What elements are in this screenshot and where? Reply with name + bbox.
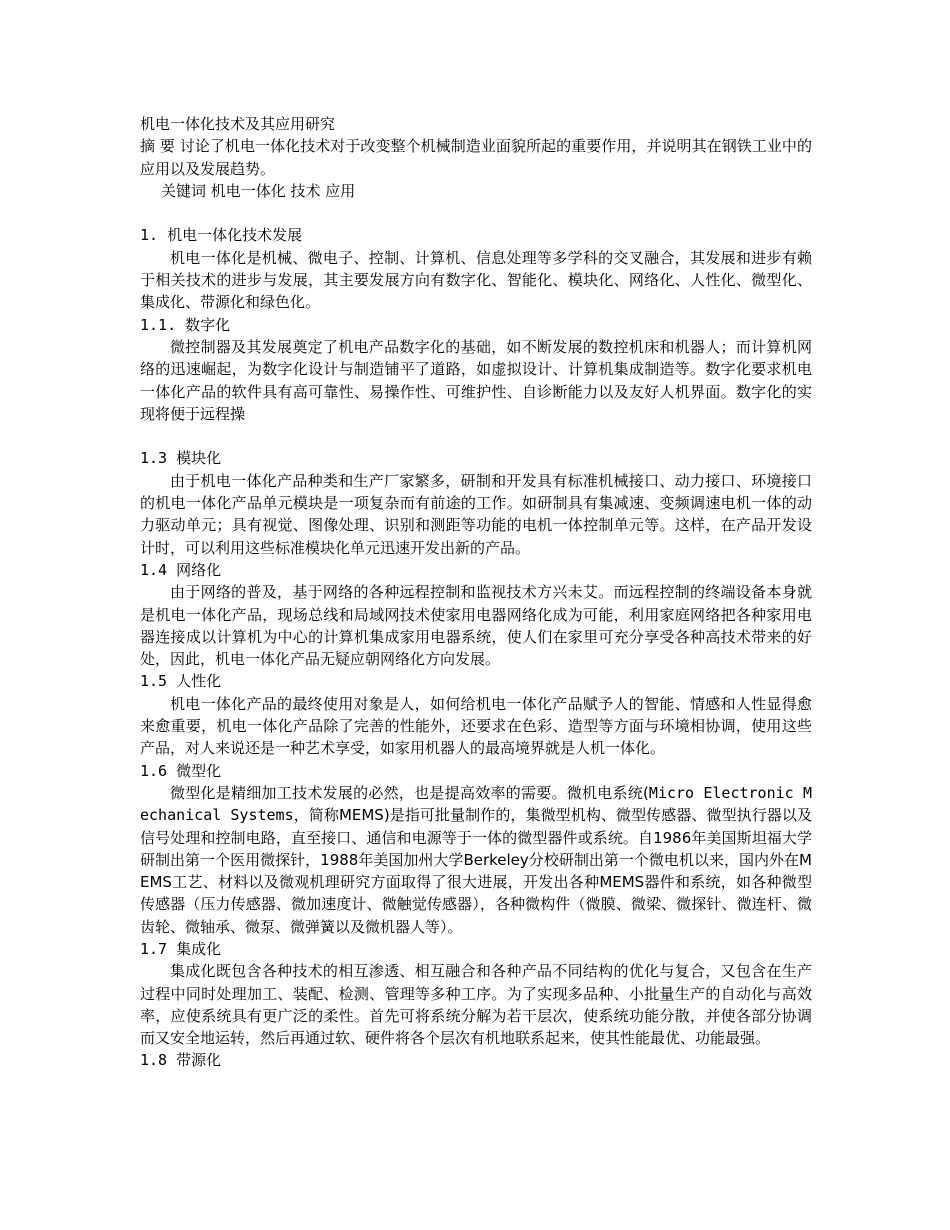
document-title: 机电一体化技术及其应用研究 — [140, 115, 336, 133]
section-heading: 1.5 人性化 — [140, 672, 222, 691]
section-paragraph: 机电一体化产品的最终使用对象是人，如何给机电一体化产品赋予人的智能、情感和人性显得愈来愈重要，机电一体化产品除了完善的性能外，还要求在色彩、造型等方面与环境相协调，使用这些产品，对人来说还是一种艺术享受，如家用机器人的最高境界就是人机一体化。 — [140, 694, 812, 758]
document-page — [140, 113, 812, 1072]
section-heading: 1.8 带源化 — [140, 1051, 222, 1070]
keywords: 关键词 机电一体化 技术 应用 — [161, 181, 356, 200]
spacer — [140, 202, 812, 224]
mems-english-term: Micro Electronic Mechanical Systems — [140, 783, 812, 825]
paragraph-text: ，简称MEMS)是指可批量制作的，集微型机构、微型传感器、微型执行器以及信号处理和控制电路，直至接口、通信和电源等于一体的微型器件或系统。自1986年美国斯坦福大学研制出第一个医用微探针，1988年美国加州大学Berkeley分校研制出第一个微电机以来，国内外在MEMS工艺、材料以及微观机理研究方面取得了很大进展，开发出各种MEMS器件和系统，如各种微型传感器（压力传感器、微加速度计、微触觉传感器），各种微构件（微膜、微梁、微探针、微连杆、微齿轮、微轴承、微泵、微弹簧以及微机器人等）。 — [140, 806, 812, 936]
section-heading: 1.6 微型化 — [140, 761, 222, 780]
section-paragraph: 由于网络的普及，基于网络的各种远程控制和监视技术方兴未艾。而远程控制的终端设备本身就是机电一体化产品，现场总线和局域网技术使家用电器网络化成为可能，利用家庭网络把各种家用电器连接成以计算机为中心的计算机集成家用电器系统，使人们在家里可充分享受各种高技术带来的好处，因此，机电一体化产品无疑应朝网络化方向发展。 — [140, 583, 812, 669]
section-heading: 1.4 网络化 — [140, 560, 222, 579]
spacer — [140, 425, 812, 447]
section-heading: 1. 机电一体化技术发展 — [140, 226, 303, 245]
paragraph-text: 微型化是精细加工技术发展的必然，也是提高效率的需要。微机电系统( — [170, 783, 649, 802]
abstract-label: 摘 要 — [140, 137, 175, 156]
section-paragraph: 由于机电一体化产品种类和生产厂家繁多，研制和开发具有标准机械接口、动力接口、环境接口的机电一体化产品单元模块是一项复杂而有前途的工作。如研制具有集减速、变频调速电机一体的动力驱动单元；具有视觉、图像处理、识别和测距等功能的电机一体控制单元等。这样，在产品开发设计时，可以利用这些标准模块化单元迅速开发出新的产品。 — [140, 471, 812, 557]
section-paragraph: 微控制器及其发展奠定了机电产品数字化的基础，如不断发展的数控机床和机器人；而计算机网络的迅速崛起，为数字化设计与制造铺平了道路，如虚拟设计、计算机集成制造等。数字化要求机电一体化产品的软件具有高可靠性、易操作性、可维护性、自诊断能力以及友好人机界面。数字化的实现将便于远程操 — [140, 337, 812, 423]
section-paragraph: 集成化既包含各种技术的相互渗透、相互融合和各种产品不同结构的优化与复合，又包含在生产过程中同时处理加工、装配、检测、管理等多种工序。为了实现多品种、小批量生产的自动化与高效率，应使系统具有更广泛的柔性。首先可将系统分解为若干层次，使系统功能分散，并使各部分协调而又安全地运转，然后再通过软、硬件将各个层次有机地联系起来，使其性能最优、功能最强。 — [140, 962, 812, 1048]
section-heading: 1.3 模块化 — [140, 449, 222, 468]
section-paragraph: 机电一体化是机械、微电子、控制、计算机、信息处理等多学科的交叉融合，其发展和进步有赖于相关技术的进步与发展，其主要发展方向有数字化、智能化、模块化、网络化、人性化、微型化、集成化、带源化和绿色化。 — [140, 248, 812, 312]
abstract — [140, 135, 812, 180]
abstract-text: 讨论了机电一体化技术对于改变整个机械制造业面貌所起的重要作用，并说明其在钢铁工业中的应用以及发展趋势。 — [140, 137, 812, 178]
section-heading: 1.1. 数字化 — [140, 315, 231, 334]
section-heading: 1.7 集成化 — [140, 939, 222, 958]
section-paragraph — [140, 782, 812, 938]
